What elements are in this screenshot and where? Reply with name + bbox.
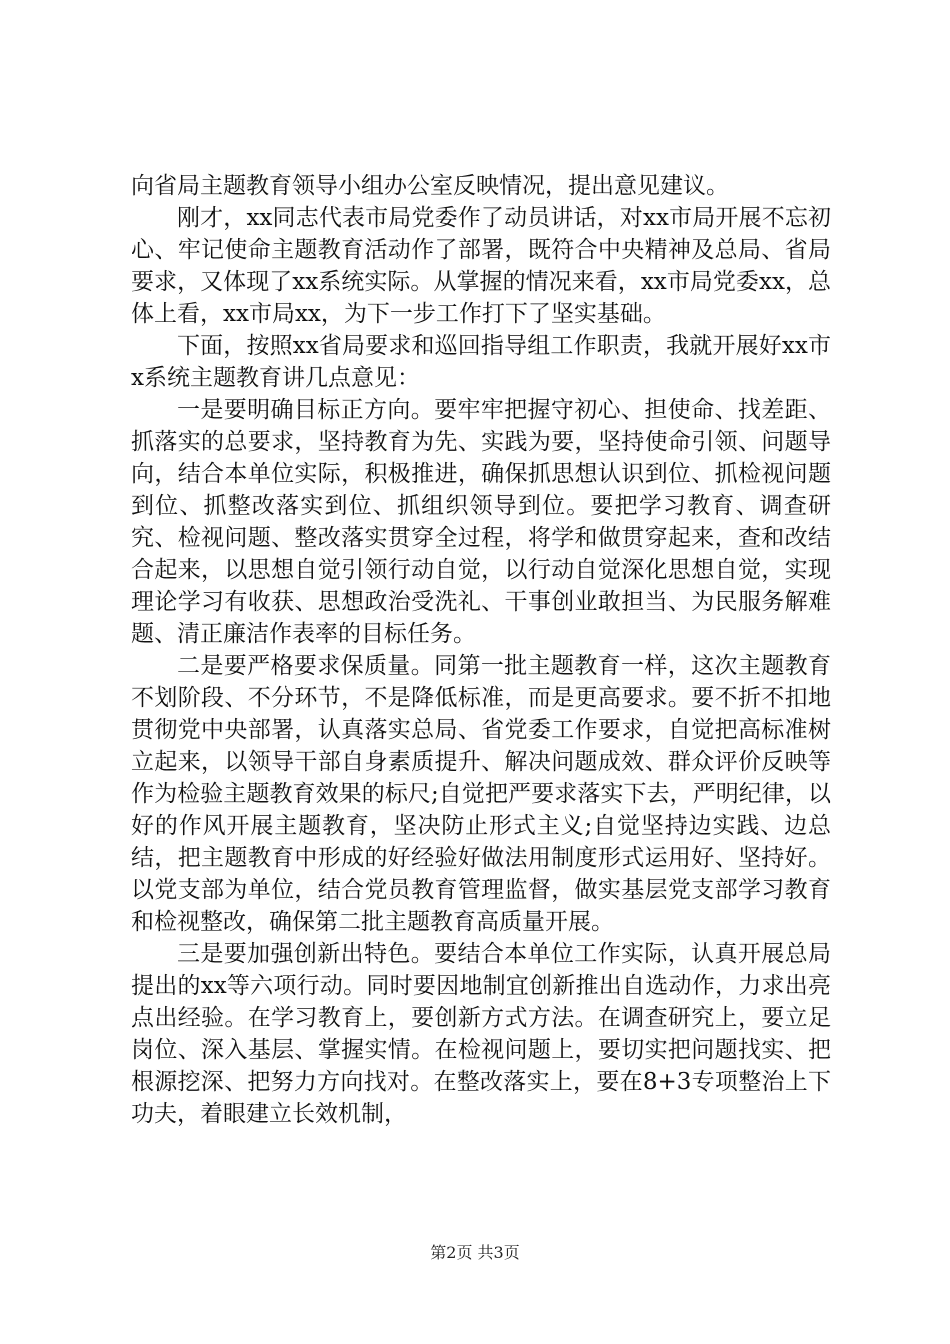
paragraph-3: 下面，按照xx省局要求和巡回指导组工作职责，我就开展好xx市x系统主题教育讲几点意见： xyxy=(131,333,831,391)
page-number-footer: 第2页 共3页 xyxy=(430,1243,520,1262)
paragraph-5: 二是要严格要求保质量。同第一批主题教育一样，这次主题教育不划阶段、不分环节，不是降低标准，而是更高要求。要不折不扣地贯彻党中央部署，认真落实总局、省党委工作要求，自觉把高标准树立起来，以领导干部自身素质提升、解决问题成效、群众评价反映等作为检验主题教育效果的标尺;自觉把严要求落实下去，严明纪律，以好的作风开展主题教育，坚决防止形式主义;自觉坚持边实践、边总结，把主题教育中形成的好经验好做法用制度形式运用好、坚持好。以党支部为单位，结合党员教育管理监督，做实基层党支部学习教育和检视整改，确保第二批主题教育高质量开展。 xyxy=(131,653,831,935)
paragraph-4: 一是要明确目标正方向。要牢牢把握守初心、担使命、找差距、抓落实的总要求，坚持教育为先、实践为要，坚持使命引领、问题导向，结合本单位实际，积极推进，确保抓思想认识到位、抓检视问题到位、抓整改落实到位、抓组织领导到位。要把学习教育、调查研究、检视问题、整改落实贯穿全过程，将学和做贯穿起来，查和改结合起来，以思想自觉引领行动自觉，以行动自觉深化思想自觉，实现理论学习有收获、思想政治受洗礼、干事创业敢担当、为民服务解难题、清正廉洁作表率的目标任务。 xyxy=(131,397,831,647)
paragraph-2: 刚才，xx同志代表市局党委作了动员讲话，对xx市局开展不忘初心、牢记使命主题教育活动作了部署，既符合中央精神及总局、省局要求，又体现了xx系统实际。从掌握的情况来看，xx市局党委xx，总体上看，xx市局xx，为下一步工作打下了坚实基础。 xyxy=(131,205,831,327)
paragraph-1: 向省局主题教育领导小组办公室反映情况，提出意见建议。 xyxy=(131,173,729,199)
document-body xyxy=(131,170,831,1130)
paragraph-6: 三是要加强创新出特色。要结合本单位工作实际，认真开展总局提出的xx等六项行动。同时要因地制宜创新推出自选动作，力求出亮点出经验。在学习教育上，要创新方式方法。在调查研究上，要立足岗位、深入基层、掌握实情。在检视问题上，要切实把问题找实、把根源挖深、把努力方向找对。在整改落实上，要在8+3专项整治上下功夫，着眼建立长效机制， xyxy=(131,941,831,1127)
